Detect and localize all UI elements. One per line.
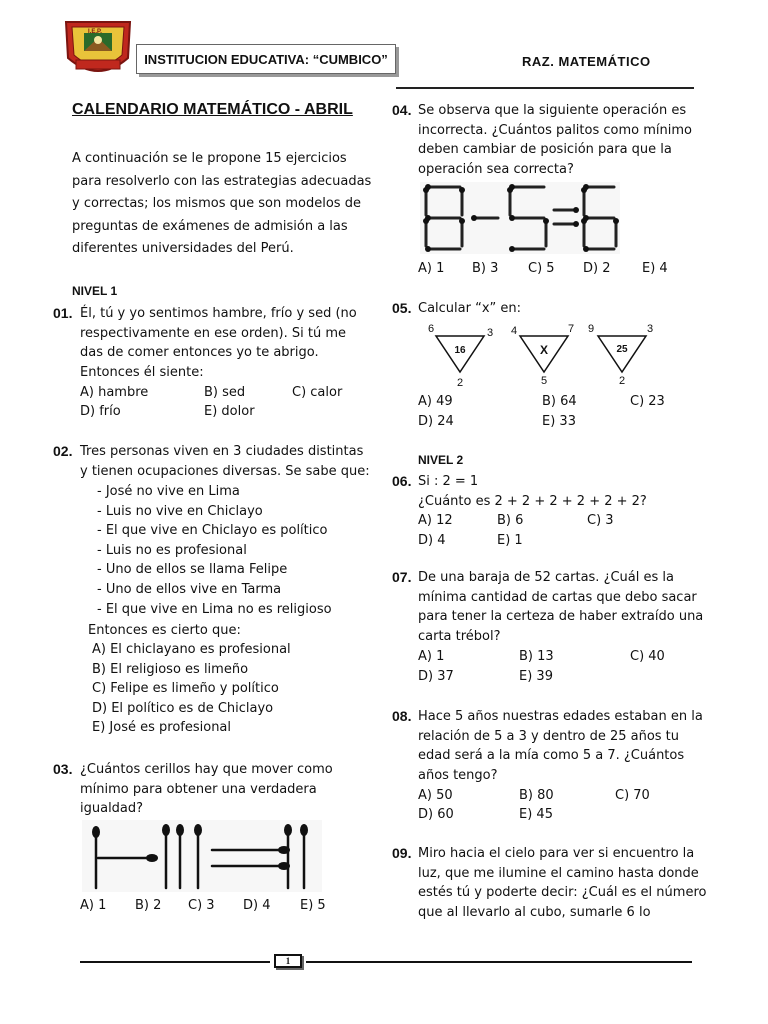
q02-line: Tres personas viven en 3 ciudades distintas <box>80 444 364 459</box>
footer-rule-left <box>80 961 270 963</box>
triangle-2-bottom: 5 <box>540 375 548 387</box>
school-name-box <box>136 44 396 74</box>
q08-line: años tengo? <box>418 767 498 783</box>
q06-option-e[interactable]: E) 1 <box>497 533 523 548</box>
q04-line: deben cambiar de posición para que la <box>418 142 672 158</box>
q09-line: Miro hacia el cielo para ver si encuentro la <box>418 846 695 861</box>
q02-lead: Entonces es cierto que: <box>88 623 241 638</box>
q08-option-e[interactable]: E) 45 <box>519 807 553 822</box>
q08-option-a[interactable]: A) 50 <box>418 788 453 803</box>
q02-option-d[interactable]: D) El político es de Chiclayo <box>92 700 274 716</box>
q01-option-b[interactable]: B) sed <box>204 385 246 400</box>
q01-option-c[interactable]: C) calor <box>292 385 343 400</box>
q02-text <box>80 442 370 481</box>
q03-matchstick-figure <box>82 820 322 892</box>
q02-fact: - Luis no vive en Chiclayo <box>97 503 263 519</box>
q05-triangle-figure <box>420 318 660 390</box>
school-name: INSTITUCION EDUCATIVA: “CUMBICO” <box>144 51 388 67</box>
q08-option-c[interactable]: C) 70 <box>615 788 650 803</box>
q02-line: y tienen ocupaciones diversas. Se sabe que: <box>80 463 370 479</box>
q02-fact: - Uno de ellos se llama Felipe <box>97 562 288 578</box>
q06-option-b[interactable]: B) 6 <box>497 513 524 528</box>
q06-line: Si : 2 = 1 <box>418 474 479 489</box>
triangle-1-bottom: 2 <box>456 377 464 389</box>
q06-text <box>418 472 647 511</box>
q06-line: ¿Cuánto es 2 + 2 + 2 + 2 + 2 + 2? <box>418 493 647 509</box>
q08-line: Hace 5 años nuestras edades estaban en la <box>418 709 703 724</box>
q08-line: edad será a la mía como 5 a 7. ¿Cuántos <box>418 748 685 764</box>
crest-text: I.E.P. <box>88 29 102 35</box>
q07-option-d[interactable]: D) 37 <box>418 669 454 684</box>
q07-option-a[interactable]: A) 1 <box>418 649 445 664</box>
q03-option-d[interactable]: D) 4 <box>243 898 271 913</box>
q02-options <box>92 640 291 738</box>
intro-line: diferentes universidades del Perú. <box>72 241 294 256</box>
q05-option-d[interactable]: D) 24 <box>418 414 454 429</box>
triangle-1-tr: 3 <box>486 327 494 339</box>
q07-text <box>418 568 703 646</box>
header-rule <box>396 87 694 89</box>
q01-line: das de comer entonces yo te abrigo. <box>80 345 319 361</box>
q06-option-a[interactable]: A) 12 <box>418 513 453 528</box>
q08-option-b[interactable]: B) 80 <box>519 788 554 803</box>
q02-fact: - Uno de ellos vive en Tarma <box>97 581 282 597</box>
q04-option-e[interactable]: E) 4 <box>642 261 668 276</box>
q05-text: Calcular “x” en: <box>418 301 522 316</box>
q01-number: 01. <box>53 305 73 321</box>
school-crest <box>62 18 134 82</box>
q03-line: igualdad? <box>80 801 144 817</box>
intro-line: y correctas; los mismos que son modelos de <box>72 196 361 211</box>
q08-number: 08. <box>392 708 412 724</box>
q08-text <box>418 707 703 785</box>
q02-facts <box>97 482 332 619</box>
triangle-1-center: 16 <box>454 345 466 356</box>
q03-line: mínimo para obtener una verdadera <box>80 781 317 797</box>
q09-line: que al llevarlo al cubo, sumarle 6 lo <box>418 904 651 920</box>
q04-option-b[interactable]: B) 3 <box>472 261 499 276</box>
page-number-box <box>274 954 302 968</box>
triangle-3-tl: 9 <box>587 323 595 335</box>
q04-line: Se observa que la siguiente operación es <box>418 103 687 118</box>
q01-option-d[interactable]: D) frío <box>80 404 121 419</box>
q04-line: incorrecta. ¿Cuántos palitos como mínimo <box>418 122 692 138</box>
triangle-3-center: 25 <box>616 344 628 355</box>
q03-number: 03. <box>53 761 73 777</box>
intro-line: preguntas de exámenes de admisión a las <box>72 218 348 234</box>
level-2-heading: NIVEL 2 <box>418 453 464 467</box>
q03-option-c[interactable]: C) 3 <box>188 898 215 913</box>
q07-number: 07. <box>392 569 412 585</box>
q04-number: 04. <box>392 102 412 118</box>
q01-option-a[interactable]: A) hambre <box>80 385 149 400</box>
page-number: 1 <box>285 956 291 966</box>
q04-text <box>418 101 692 179</box>
triangle-2-tr: 7 <box>567 323 575 335</box>
triangle-3-tr: 3 <box>646 323 654 335</box>
q09-text <box>418 844 706 922</box>
q01-option-e[interactable]: E) dolor <box>204 404 255 419</box>
q01-line: Entonces él siente: <box>80 364 204 380</box>
q08-line: relación de 5 a 3 y dentro de 25 años tu <box>418 728 680 744</box>
q08-option-d[interactable]: D) 60 <box>418 807 454 822</box>
q05-option-e[interactable]: E) 33 <box>542 414 576 429</box>
footer-rule-right <box>306 961 692 963</box>
q02-number: 02. <box>53 443 73 459</box>
triangle-3-bottom: 2 <box>618 375 626 387</box>
q02-option-a[interactable]: A) El chiclayano es profesional <box>92 642 291 657</box>
q03-option-b[interactable]: B) 2 <box>135 898 162 913</box>
intro-line: A continuación se le propone 15 ejercicios <box>72 151 347 166</box>
q07-line: mínima cantidad de cartas que debo sacar <box>418 589 697 605</box>
q09-line: estés tú y poderte decir: ¿Cuál es el número <box>418 885 707 901</box>
q07-option-b[interactable]: B) 13 <box>519 649 554 664</box>
q02-option-b[interactable]: B) El religioso es limeño <box>92 661 249 677</box>
q07-line: De una baraja de 52 cartas. ¿Cuál es la <box>418 570 674 585</box>
subject-label: RAZ. MATEMÁTICO <box>522 54 651 69</box>
q04-line: operación sea correcta? <box>418 161 574 177</box>
q06-option-d[interactable]: D) 4 <box>418 533 446 548</box>
triangle-2-center: X <box>539 343 549 357</box>
triangle-1-tl: 6 <box>427 323 435 335</box>
q07-line: para tener la certeza de haber extraído una <box>418 609 704 625</box>
q04-option-a[interactable]: A) 1 <box>418 261 445 276</box>
q04-option-d[interactable]: D) 2 <box>583 261 611 276</box>
q02-fact: - El que vive en Chiclayo es político <box>97 523 328 539</box>
triangle-2-tl: 4 <box>510 325 518 337</box>
q05-option-c[interactable]: C) 23 <box>630 394 665 409</box>
q07-option-e[interactable]: E) 39 <box>519 669 553 684</box>
q06-number: 06. <box>392 473 412 489</box>
q07-option-c[interactable]: C) 40 <box>630 649 665 664</box>
q03-text <box>80 760 333 819</box>
q01-text <box>80 304 357 382</box>
q03-option-a[interactable]: A) 1 <box>80 898 107 913</box>
q04-matchstick-figure <box>420 182 620 254</box>
q05-option-b[interactable]: B) 64 <box>542 394 577 409</box>
intro-line: para resolverlo con las estrategias adecuadas <box>72 173 372 189</box>
q02-option-c[interactable]: C) Felipe es limeño y político <box>92 681 279 697</box>
q09-number: 09. <box>392 845 412 861</box>
q09-line: luz, que me ilumine el camino hasta donde <box>418 865 699 881</box>
q04-option-c[interactable]: C) 5 <box>528 261 555 276</box>
q02-fact: - El que vive en Lima no es religioso <box>97 601 332 617</box>
q03-option-e[interactable]: E) 5 <box>300 898 326 913</box>
q01-line: respectivamente en ese orden). Si tú me <box>80 325 347 341</box>
q02-option-e[interactable]: E) José es profesional <box>92 720 232 736</box>
q02-fact: - José no vive en Lima <box>97 484 240 499</box>
page-title: CALENDARIO MATEMÁTICO - ABRIL <box>72 101 353 118</box>
q05-option-a[interactable]: A) 49 <box>418 394 453 409</box>
intro-paragraph <box>72 148 371 261</box>
q07-line: carta trébol? <box>418 628 501 644</box>
q02-fact: - Luis no es profesional <box>97 542 247 558</box>
q03-line: ¿Cuántos cerillos hay que mover como <box>80 762 333 777</box>
level-1-heading: NIVEL 1 <box>72 284 118 298</box>
q01-line: Él, tú y yo sentimos hambre, frío y sed (no <box>80 306 357 321</box>
q06-option-c[interactable]: C) 3 <box>587 513 614 528</box>
q05-number: 05. <box>392 300 412 316</box>
